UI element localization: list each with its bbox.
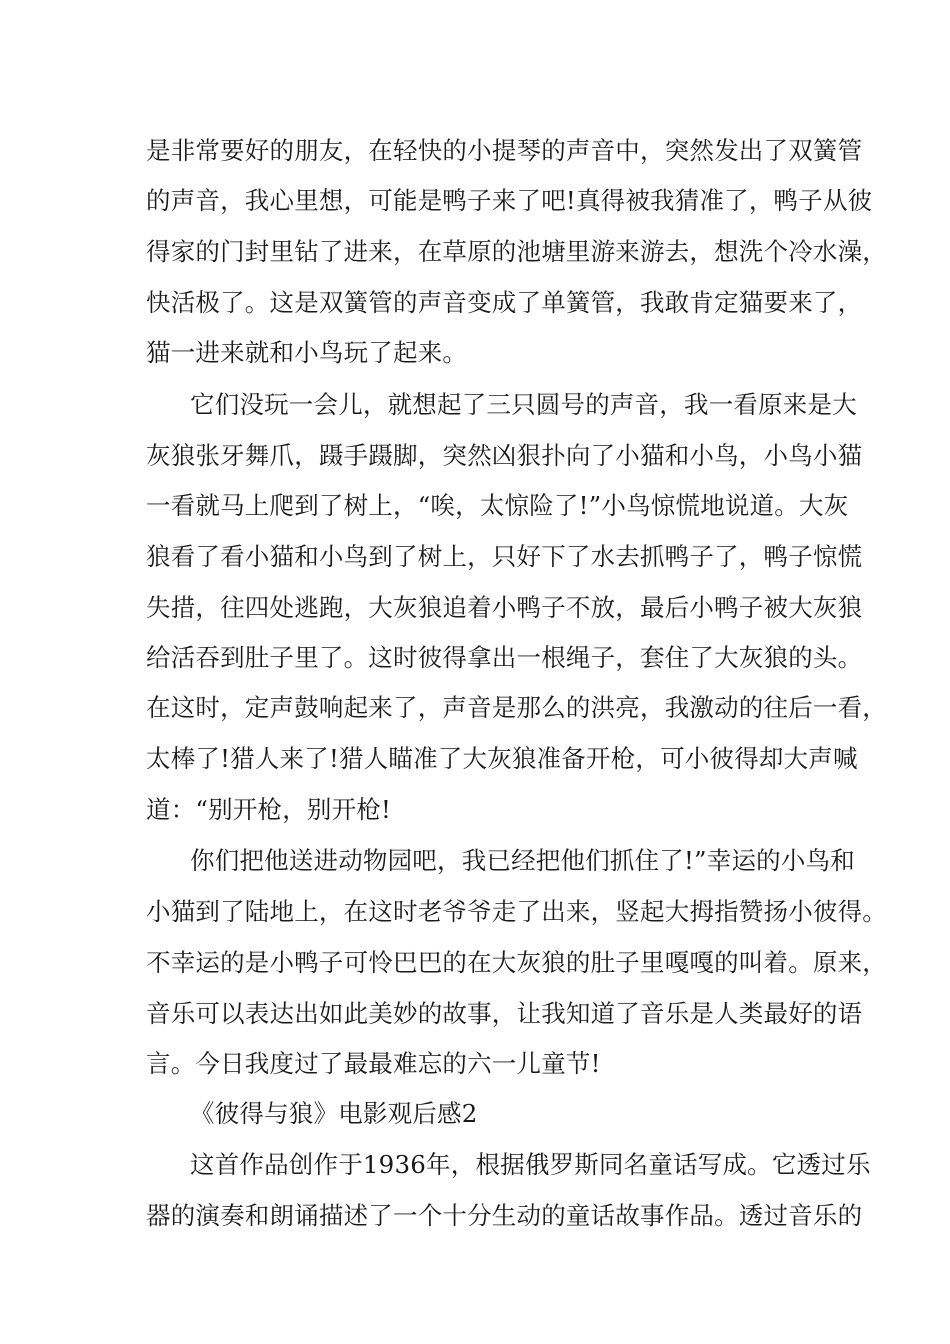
text-line: 小猫到了陆地上，在这时老爷爷走了出来，竖起大拇指赞扬小彼得。 (146, 897, 887, 926)
text-line: 在这时，定声鼓响起来了，声音是那么的洪亮，我激动的往后一看， (146, 693, 887, 722)
text-line: 失措，往四处逃跑，大灰狼追着小鸭子不放，最后小鸭子被大灰狼 (146, 593, 863, 622)
text-line: 一看就马上爬到了树上，“唉，太惊险了!”小鸟惊慌地说道。大灰 (146, 491, 849, 520)
text-line: 你们把他送进动物园吧，我已经把他们抓住了!”幸运的小鸟和 (190, 846, 855, 875)
text-line: 的声音，我心里想，可能是鸭子来了吧!真得被我猜准了，鸭子从彼 (146, 186, 873, 215)
text-line: 不幸运的是小鸭子可怜巴巴的在大灰狼的肚子里嘎嘎的叫着。原来， (146, 948, 887, 977)
text-line: 灰狼张牙舞爪，蹑手蹑脚，突然凶狠扑向了小猫和小鸟，小鸟小猫 (146, 441, 863, 470)
text-line: 它们没玩一会儿，就想起了三只圆号的声音，我一看原来是大 (190, 390, 857, 419)
text-line: 音乐可以表达出如此美妙的故事，让我知道了音乐是人类最好的语 (146, 999, 863, 1028)
text-line: 器的演奏和朗诵描述了一个十分生动的童话故事作品。透过音乐的 (146, 1201, 863, 1230)
text-line: 给活吞到肚子里了。这时彼得拿出一根绳子，套住了大灰狼的头。 (146, 643, 863, 672)
text-line: 快活极了。这是双簧管的声音变成了单簧管，我敢肯定猫要来了， (146, 288, 863, 317)
text-line: 得家的门封里钻了进来，在草原的池塘里游来游去，想洗个冷水澡， (146, 237, 887, 266)
text-line: 这首作品创作于1936年，根据俄罗斯同名童话写成。它透过乐 (190, 1150, 871, 1179)
text-line: 太棒了!猎人来了!猎人瞄准了大灰狼准备开枪，可小彼得却大声喊 (146, 744, 858, 773)
text-line: 道：“别开枪，别开枪! (146, 795, 392, 824)
text-line: 是非常要好的朋友，在轻快的小提琴的声音中，突然发出了双簧管 (146, 136, 863, 165)
section-heading: 《彼得与狼》电影观后感2 (190, 1099, 478, 1128)
text-line: 狼看了看小猫和小鸟到了树上，只好下了水去抓鸭子了，鸭子惊慌 (146, 542, 863, 571)
text-line: 言。今日我度过了最最难忘的六一儿童节! (146, 1049, 601, 1078)
text-line: 猫一进来就和小鸟玩了起来。 (146, 338, 468, 367)
